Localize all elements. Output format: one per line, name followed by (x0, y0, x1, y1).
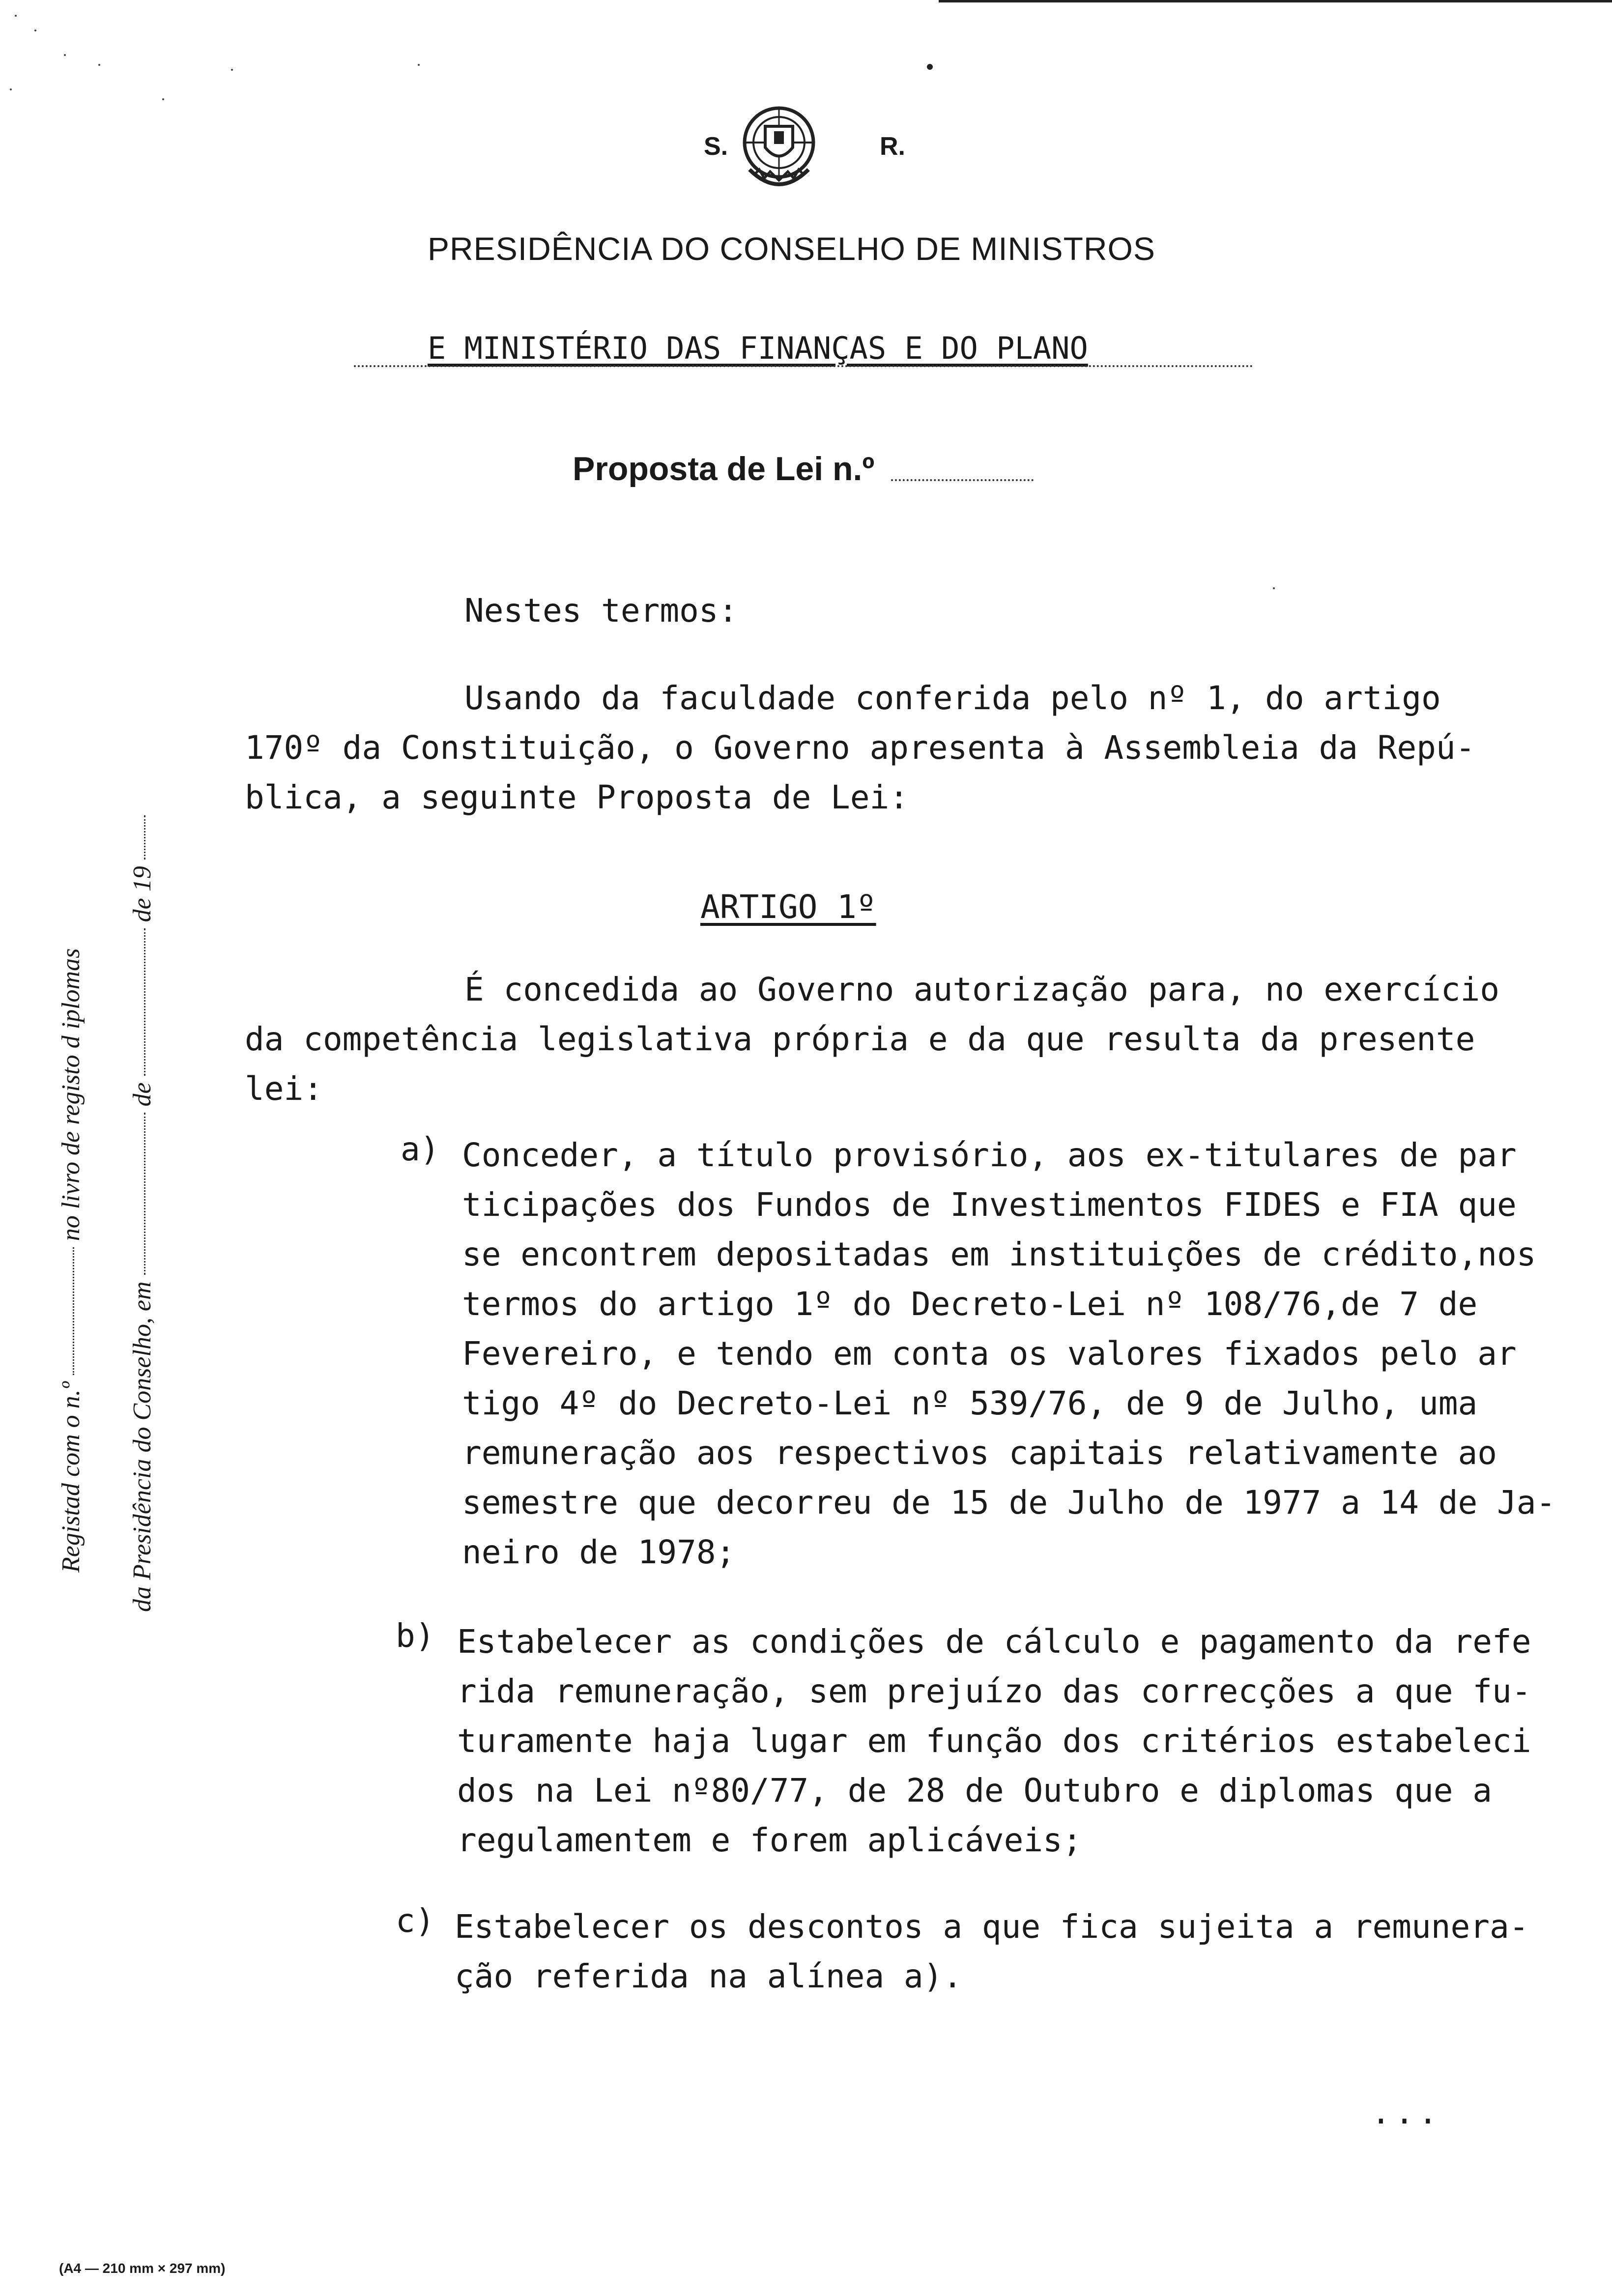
speck (418, 64, 420, 66)
paper-size-note: (A4 — 210 mm × 297 mm) (59, 2261, 226, 2276)
margin-text: da Presidência do Conselho, em (128, 1281, 156, 1612)
speck (162, 98, 164, 100)
ink-dot (927, 64, 933, 70)
item-a-line: termos do artigo 1º do Decreto-Lei nº 108/76,de 7 de (462, 1285, 1478, 1323)
title-dotted-rule (354, 365, 1253, 367)
item-a-line: neiro de 1978; (462, 1533, 736, 1571)
margin-text: com o n.º (57, 1381, 85, 1477)
item-c-line: ção referida na alínea a). (455, 1957, 963, 1995)
speck (231, 69, 233, 71)
margin-blank (144, 1113, 145, 1275)
margin-text: de 19 (128, 866, 156, 922)
top-rule (939, 0, 1612, 2)
speck (98, 64, 100, 66)
speck (1273, 587, 1275, 589)
proposta-number-blank (891, 479, 1034, 481)
header-right-letter: R. (880, 132, 905, 161)
margin-blank (144, 928, 145, 1076)
item-a-line: remuneração aos respectivos capitais relativamente ao (462, 1434, 1497, 1472)
item-a-line: Conceder, a título provisório, aos ex-titulares de par (462, 1136, 1517, 1174)
item-b-line: rida remuneração, sem prejuízo das correcções a que fu- (457, 1672, 1531, 1710)
item-c-line: Estabelecer os descontos a que fica sujeita a remunera- (455, 1908, 1529, 1946)
item-b-line: dos na Lei nº80/77, de 28 de Outubro e diplomas que a (457, 1772, 1492, 1809)
item-a-line: semestre que decorreu de 15 de Julho de 1977 a 14 de Ja- (462, 1484, 1556, 1521)
margin-blank (144, 815, 145, 860)
item-letter: c) (396, 1902, 435, 1940)
document-title-line1: PRESIDÊNCIA DO CONSELHO DE MINISTROS (428, 230, 1155, 267)
paragraph1-line: Usando da faculdade conferida pelo nº 1, do artigo (464, 679, 1441, 717)
speck (10, 88, 12, 90)
margin-text: Registad (57, 1483, 85, 1573)
portuguese-coat-of-arms-icon (740, 96, 818, 199)
item-a-line: se encontrem depositadas em instituições de crédito,nos (462, 1235, 1536, 1273)
intro-text: Nestes termos: (464, 592, 738, 630)
document-title-line2 (428, 330, 1088, 366)
article-heading: ARTIGO 1º (700, 888, 876, 926)
document-title-line2-text: E MINISTÉRIO DAS FINANÇAS E DO PLANO (428, 330, 1088, 366)
item-b-line: Estabelecer as condições de cálculo e pagamento da refe (457, 1623, 1531, 1661)
item-a-line: tigo 4º do Decreto-Lei nº 539/76, de 9 de Julho, uma (462, 1384, 1478, 1422)
paragraph1-line: blica, a seguinte Proposta de Lei: (245, 778, 909, 816)
article-text-line: É concedida ao Governo autorização para, no exercício (464, 971, 1499, 1008)
margin-blank (73, 1247, 74, 1375)
proposta-label: Proposta de Lei n.º (573, 450, 875, 488)
article-text-line: lei: (245, 1070, 323, 1108)
margin-registration-line2 (128, 815, 157, 1612)
speck (34, 29, 36, 31)
continuation-marker: ... (1371, 2094, 1442, 2131)
item-b-line: regulamentem e forem aplicáveis; (457, 1821, 1082, 1859)
item-letter: a) (401, 1130, 440, 1168)
margin-text: de (128, 1082, 156, 1107)
speck (64, 54, 66, 56)
speck (15, 15, 17, 17)
item-a-line: Fevereiro, e tendo em conta os valores fixados pelo ar (462, 1335, 1517, 1373)
item-a-line: ticipações dos Fundos de Investimentos FIDES e FIA que (462, 1186, 1517, 1224)
item-b-line: turamente haja lugar em função dos critérios estabeleci (457, 1722, 1531, 1760)
paragraph1-line: 170º da Constituição, o Governo apresenta à Assembleia da Repú- (245, 729, 1475, 767)
header-left-letter: S. (704, 132, 728, 161)
item-letter: b) (396, 1617, 435, 1655)
article-text-line: da competência legislativa própria e da que resulta da presente (245, 1020, 1475, 1058)
margin-text: no livro de registo d (57, 1035, 85, 1241)
margin-registration-line1 (57, 948, 86, 1573)
margin-text: iplomas (57, 948, 85, 1030)
